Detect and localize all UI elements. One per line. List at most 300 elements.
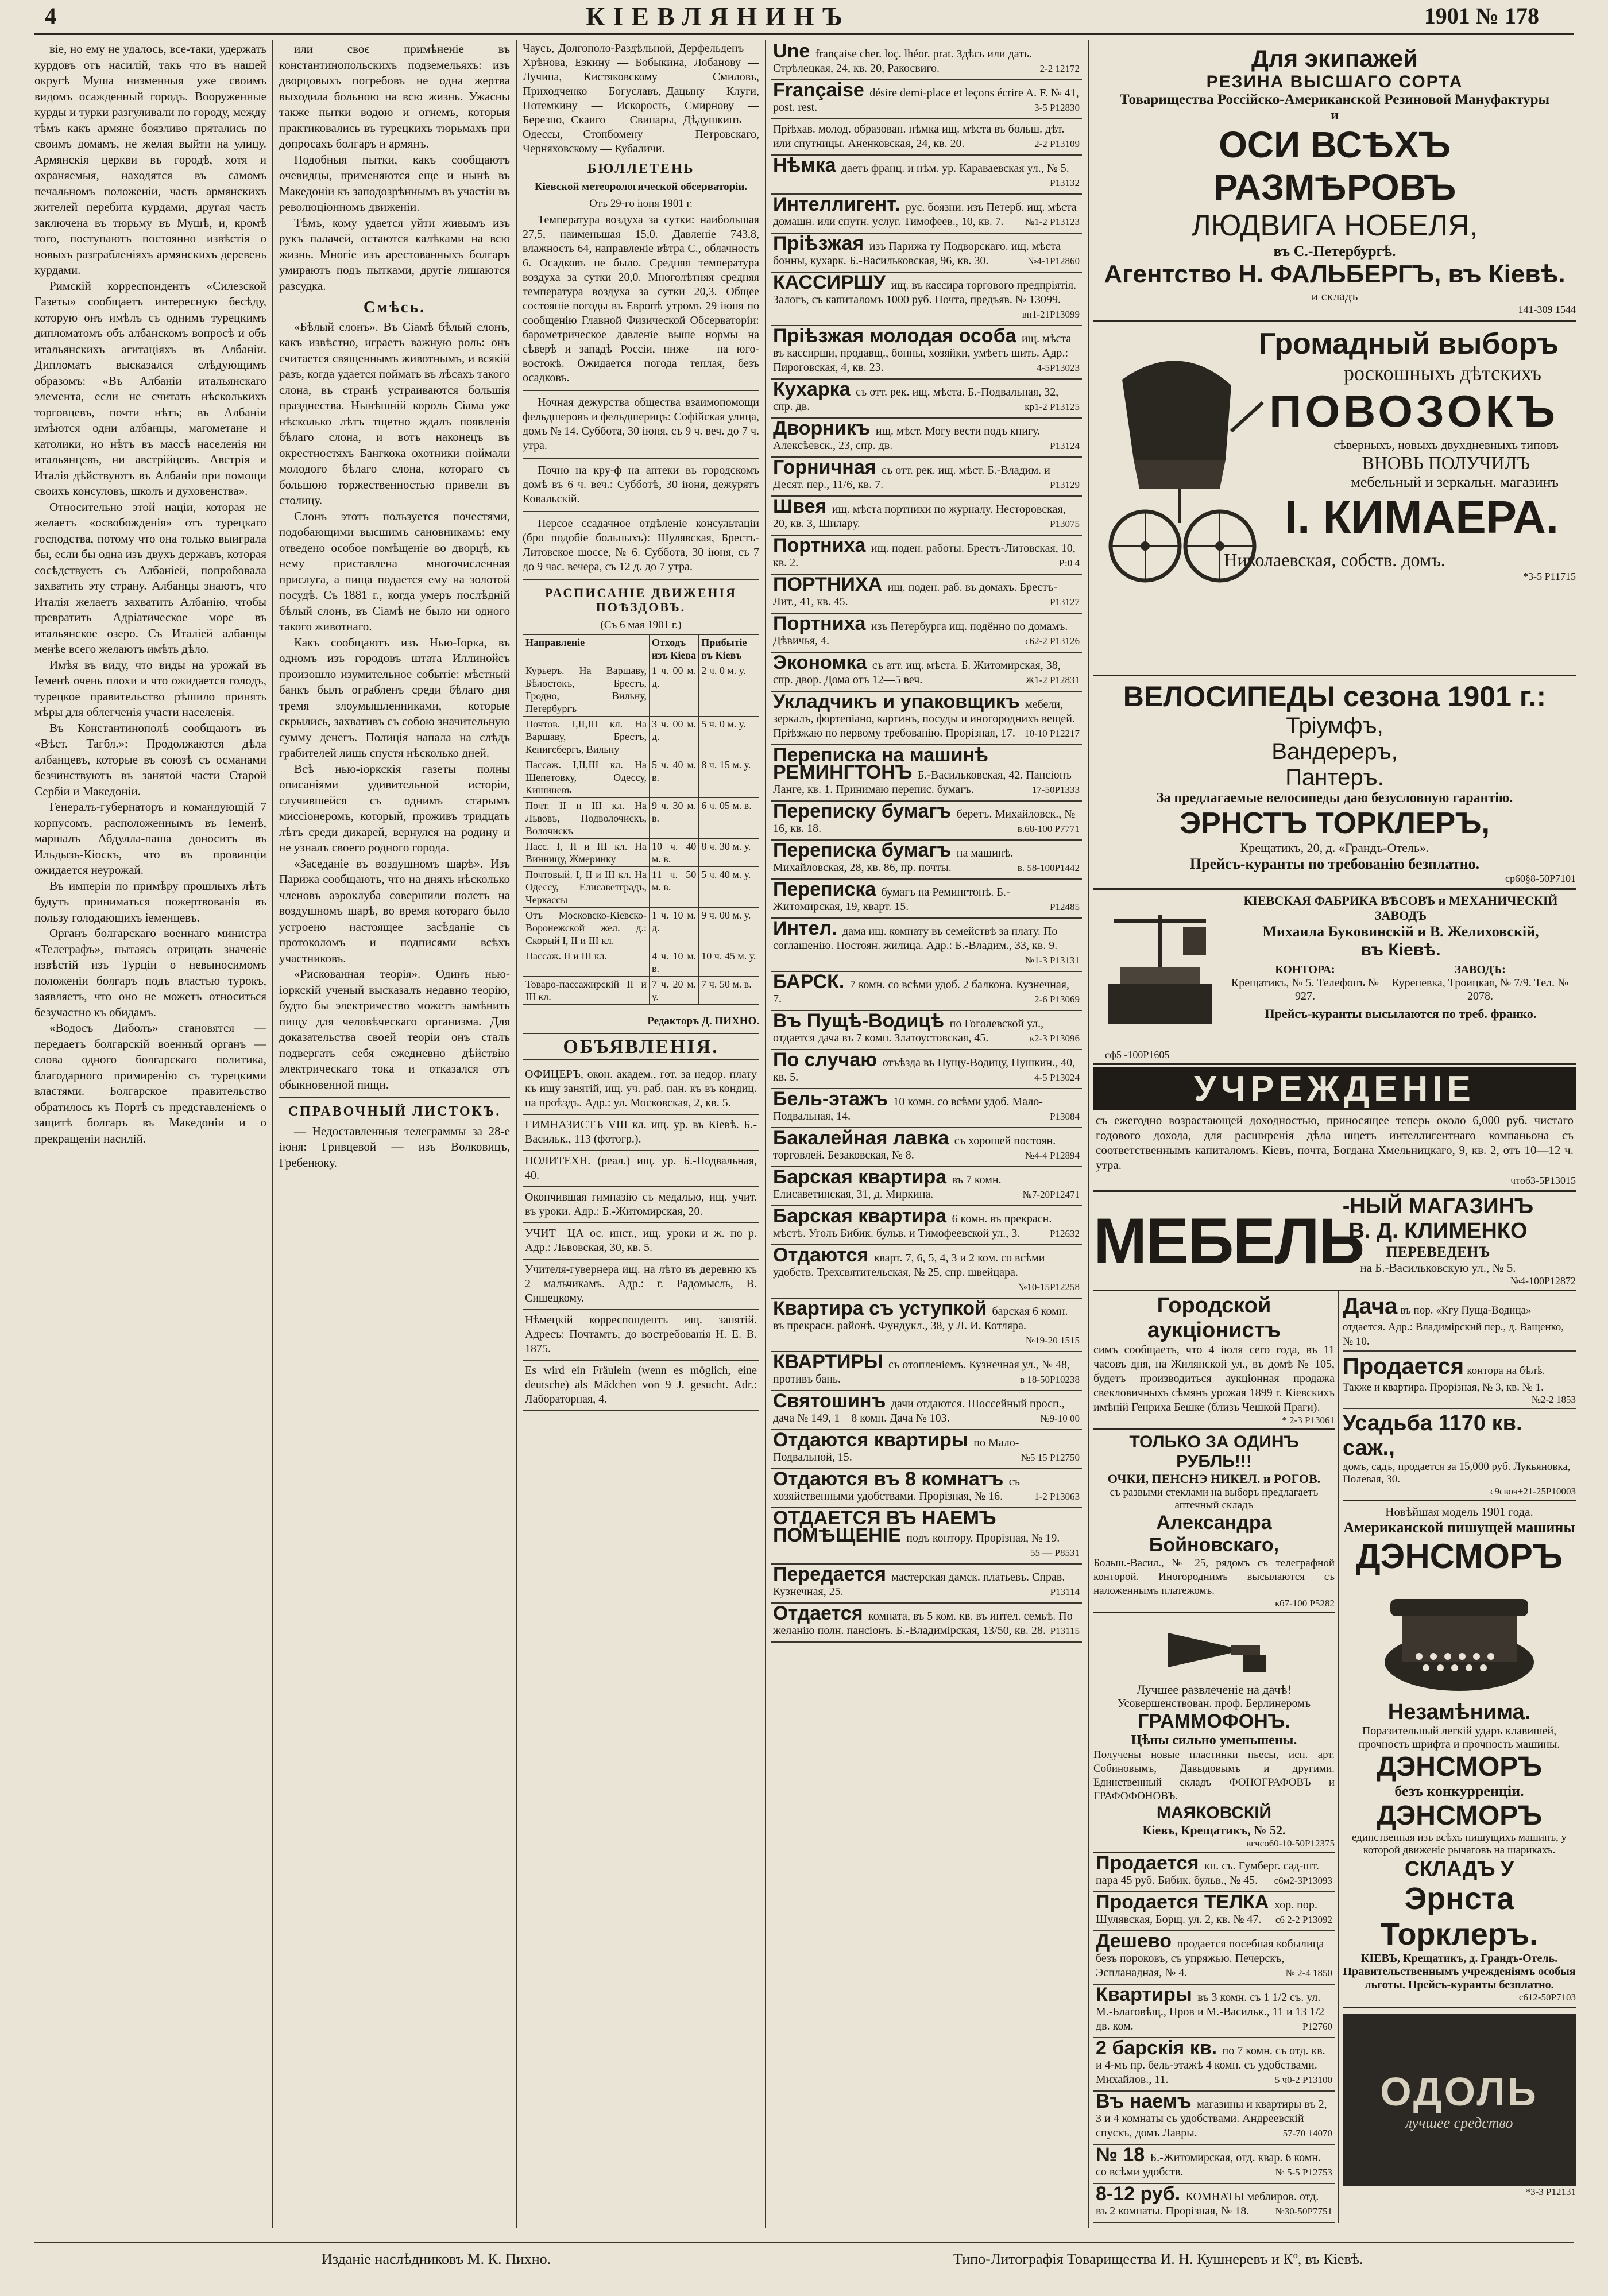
classified-ad	[771, 41, 1082, 80]
divider	[279, 1097, 510, 1098]
schedule-cell: 9 ч. 00 м. у.	[699, 908, 759, 948]
classified-text: рус. боязни. изъ Петерб. ищ. мѣста домашн. или спутн. услуг. Тимофеев., 10, кв. 7.	[773, 201, 1077, 228]
ad-code: 2-2 Р13109	[1034, 138, 1080, 149]
ad-text: ВНОВЬ ПОЛУЧИЛЪ	[1362, 452, 1530, 473]
ad-code: Р13075	[1050, 518, 1080, 529]
ad-text: Кіевъ, Крещатикъ, № 52.	[1142, 1823, 1286, 1837]
page-header	[0, 0, 1608, 34]
miscellany-paragraph: «Заседаніе въ воздушномъ шарѣ». Изъ Парижа сообщаютъ, что на дняхъ нѣсколько членовъ аэроклуба совершили полетъ на воздушномъ шарѣ, во время котораго было устроено настоящее засѣданіе съ протоколомъ и подписями всѣхъ участниковъ.	[279, 856, 510, 965]
classified-headline: Française	[773, 79, 870, 101]
miscellany-paragraph: «Бѣлый слонъ». Въ Сіамѣ бѣлый слонъ, какъ извѣстно, играетъ важную роль: онъ считается священнымъ животнымъ, и всякій разъ, когда удается поймать въ лѣсахъ такого слона, въ странѣ устраиваются большія празднества. Нынѣшній король Сіама уже нѣсколько лѣтъ тщетно ждалъ появленія бѣлаго слона, и вотъ наконецъ въ окрестностяхъ Бангкока охотники поймали молодого бѣлаго слона, котораго съ большою торжественностью привели въ столицу.	[279, 319, 510, 507]
ad-text: ТОЛЬКО ЗА ОДИНЪ РУБЛЬ!!!	[1129, 1432, 1299, 1471]
ad-code: *3-5 Р11715	[1523, 571, 1576, 582]
ad-text: симъ сообщаетъ, что 4 іюля сего года, въ 11 часовъ дня, на Жилянской ул., въ домѣ № 105, будетъ производиться аукціонная продажа свекловичныхъ сѣмянъ урожая 1899 г. Кіевскихъ имѣній Генриха Бешке (близъ Чешкой Праги).	[1093, 1343, 1335, 1414]
classified-text: магазины и квартиры въ 2, 3 и 4 комнаты съ удобствами. Андреевскій спускъ, домъ Лавры.	[1096, 2098, 1327, 2139]
classified-ad	[771, 1206, 1082, 1245]
article-paragraph: Въ Константинополѣ сообщаютъ въ «Вѣст. Тагбл.»: Продолжаются дѣла албанцевъ, которые въ союзѣ съ османами безчинствуютъ въ занятой части Старой Сербіи и Македоніи.	[34, 721, 266, 798]
column-1-news	[34, 41, 266, 2235]
ad-code: с6м2-3Р13093	[1274, 1875, 1332, 1886]
ad-code: кр1-2 Р13125	[1025, 401, 1080, 412]
classified-ad	[771, 80, 1082, 119]
ad-text: на Б.-Васильковскую ул., № 5.	[1360, 1261, 1516, 1275]
classified-ad: Es wird ein Fräulein (wenn es möglich, eine deutsche) als Mädchen von 9 J. gesucht. Adr.: Лабораторная, 4.	[523, 1361, 759, 1411]
ad-code: Р13084	[1050, 1111, 1080, 1122]
ad-code: Р13132	[1050, 177, 1080, 188]
classified-headline: Переписка на машинѣ РЕМИНГТОНЪ	[773, 744, 988, 783]
schedule-cell: Почт. ІІ и ІІІ кл. На Львовъ, Подволочискъ, Волочискъ	[523, 798, 650, 839]
ad-text: безъ конкурренціи.	[1394, 1783, 1524, 1799]
ad-code: с612-50Р7103	[1518, 1992, 1576, 2003]
column-5-display-ads	[1093, 41, 1576, 2235]
classified-text: дачи отдаются. Шоссейный просп., дача № 149, 1—8 комн. Дача № 103.	[773, 1397, 1065, 1424]
ad-text: ЛЮДВИГА НОБЕЛЯ,	[1191, 209, 1478, 242]
article-paragraph: или своє примѣненіе въ константинопольскихъ подземельяхъ: изъ дворцовыхъ погребовъ не одна жертва выходила больною на всю жизнь. Ужасны также пытки водою и огнемъ, которыя практиковались въ турецкихъ тюрьмахъ при допросахъ болгаръ и армянъ.	[279, 42, 510, 150]
ad-text: роскошныхъ дѣтскихъ	[1344, 362, 1541, 385]
classified-headline: Пріѣзжая молодая особа	[773, 325, 1022, 347]
baby-carriage-illustration	[1099, 345, 1266, 592]
classified-text: ищ. мѣста въ кассирши, продавщ., бонны, хозяйки, умѣетъ шить. Адр.: Пироговская, 4, кв. 23.	[773, 332, 1072, 374]
ad-text: Вандереръ,	[1271, 739, 1398, 764]
ad-text: съ развыми стеклами на выборъ предлагаетъ аптечный складъ	[1110, 1486, 1319, 1511]
ad-text: Александра Бойновскаго,	[1149, 1512, 1280, 1556]
classified-text: ищ. мѣст. Могу вести подъ книгу. Алексѣевск., 23, спр. дв.	[773, 425, 1041, 452]
ad-text: Михаила Буковинскій и В. Желиховскій,	[1262, 923, 1539, 940]
ad-text: Получены новые пластинки пьесы, исп. арт. Собиновымъ, Давыдовымъ и другими. Единственный складъ ФОНОГРАФОВЪ и ГРАФОФОНОВЪ.	[1093, 1749, 1335, 1802]
ad-text: Городской аукціонистъ	[1147, 1294, 1281, 1342]
ad-text: Куреневка, Троицкая, № 7/9. Тел. № 2078.	[1391, 977, 1569, 1002]
classified-headline: БАРСК.	[773, 971, 850, 993]
classified-text: комната, въ 5 ком. кв. въ интел. семьѣ. По желанію полн. пансіонъ. Б.-Владимірская, 13/50, кв. 28.	[773, 1610, 1073, 1637]
ad-text: Тріумфъ,	[1286, 713, 1383, 738]
classified-headline: КВАРТИРЫ	[773, 1351, 889, 1373]
ad-code: Р12485	[1050, 901, 1080, 912]
classified-ad	[771, 458, 1082, 497]
classified-ad	[771, 1469, 1082, 1508]
schedule-row	[523, 663, 759, 717]
ad-text: ОДОЛЬ	[1380, 2069, 1539, 2114]
ad-text: Больш.-Васил., № 25, рядомъ съ телеграфной конторой. Иногороднимъ высылаются съ наложеннымъ платежомъ.	[1093, 1557, 1335, 1597]
classified-ad	[771, 919, 1082, 972]
ad-text: В. Д. КЛИМЕНКО	[1348, 1219, 1528, 1243]
classified-text: ищ. мѣста портнихи по журналу. Несторовская, 20, кв. 3, Шилару.	[773, 503, 1066, 530]
classified-ad	[771, 1245, 1082, 1299]
ad-text: единственная изъ всѣхъ пишущихъ машинъ, у которой движеніе рычаговъ на шарикахъ.	[1351, 1832, 1567, 1856]
ad-enterprise	[1093, 1065, 1576, 1192]
spravochny-text: — Недоставленныя телеграммы за 28-е іюня: Гривцевой — изъ Волковицъ, Гребенюку.	[279, 1124, 510, 1170]
classified-headline: Дешево	[1096, 1930, 1177, 1952]
schedule-cell: 8 ч. 30 м. у.	[699, 839, 759, 867]
classified-headline: Швея	[773, 495, 832, 517]
classified-text: продается посебная кобылица безъ пороковъ, съ упряжью. Печерскъ, Эспланадная, № 4.	[1096, 1938, 1324, 1979]
classified-headline: Отдаются въ 8 комнатъ	[773, 1468, 1009, 1490]
schedule-cell: 6 ч. 05 м. в.	[699, 798, 759, 839]
schedule-column-header: Прибытіе въ Кіевъ	[699, 635, 759, 663]
ad-code: №30-50Р7751	[1275, 2206, 1332, 2217]
ad-code: Р12760	[1302, 2021, 1332, 2032]
ad-code: №4-100Р12872	[1510, 1275, 1576, 1287]
schedule-row	[523, 867, 759, 908]
divider	[523, 1059, 759, 1060]
classified-text: КОМНАТЫ меблиров. отд. въ 2 комнаты. Прорізная, № 18.	[1096, 2190, 1319, 2217]
ad-text: ОЧКИ, ПЕНСНЭ НИКЕЛ. и РОГОВ.	[1107, 1472, 1321, 1486]
classified-text: дама ищ. комнату въ семействѣ за плату. По соглашенію. Постоян. жилица. Адр.: Б.-Владим., 33, кв. 9.	[773, 925, 1058, 952]
ad-text: Американской пишущей машины	[1343, 1519, 1575, 1536]
ad-text: СКЛАДЪ У	[1405, 1857, 1514, 1880]
schedule-column-header: Направленіе	[523, 635, 650, 663]
classified-text: даетъ франц. и нѣм. ур. Караваевская ул., № 5.	[841, 162, 1069, 175]
classified-text: съ атт. ищ. мѣста. Б. Житомирская, 38, спр. двор. Дома отъ 12—5 веч.	[773, 659, 1061, 686]
ad-code: чтоб3-5Р13015	[1510, 1175, 1576, 1186]
ad-auctioneer	[1093, 1291, 1335, 1430]
classified-headline: 2 барскія кв.	[1096, 2037, 1223, 2059]
classified-ad	[1093, 2145, 1335, 2184]
classified-headline: № 18	[1096, 2144, 1150, 2166]
classified-headline: Квартиры	[1096, 1984, 1198, 2005]
classified-ad: ГИМНАЗИСТЪ VIII кл. ищ. ур. въ Кіевѣ. Б.-Васильк., 113 (фотогр.).	[523, 1115, 759, 1151]
classified-headline: Бакалейная лавка	[773, 1127, 954, 1149]
ad-text: контора на бѣлѣ. Также и квартира. Прорізная, № 3, кв. № 1.	[1343, 1365, 1545, 1393]
classified-text: française cher. loç. lhéor. prat. Здѣсь или дать. Стрѣлецкая, 24, кв. 20, Ракосвиго.	[773, 48, 1033, 75]
ad-text: ДЭНСМОРЪ	[1376, 1752, 1543, 1782]
ad-code: № 5-5 Р12753	[1275, 2167, 1332, 2178]
spravochny-heading: СПРАВОЧНЫЙ ЛИСТОКЪ.	[288, 1104, 501, 1119]
schedule-cell: 5 ч. 40 м. у.	[699, 867, 759, 908]
ad-text: Прейсъ-куранты высылаются по треб. франко.	[1265, 1006, 1537, 1021]
schedule-cell: Пасс. І, ІІ и ІІІ кл. На Винницу, Жмеринку	[523, 839, 650, 867]
classified-headline: Бель-этажъ	[773, 1088, 894, 1110]
classified-headline: Барская квартира	[773, 1166, 952, 1188]
ad-code: к2-3 Р13096	[1029, 1033, 1080, 1044]
classified-text: съ хорошей постоян. торговлей. Безаковская, № 8.	[773, 1135, 1056, 1161]
notice-text: Ночная дежурства общества взаимопомощи фельдшеровъ и фельдшерицъ: Софійская улица, домъ № 14. Суббота, 30 іюня, съ 9 ч. веч. до 7 ч. утра.	[523, 396, 759, 452]
ad-text: ПЕРЕВЕДЕНЪ	[1386, 1244, 1490, 1260]
classified-ad	[771, 1089, 1082, 1128]
column-rule	[516, 40, 517, 2228]
bulletin-text: Температура воздуха за сутки: наибольшая 27,5, наименьшая 15,0. Давленіе 743,8, влажность 64, направленіе вѣтра С., облачность 6. Осадковъ не было. Средняя температура воздуха за сутки 20,0. Многолѣтняя средняя температура воздуха за сутки 20,3. Общее состояніе погоды въ Европѣ утромъ 29 іюня по сообщенію Главной Физической Обсерваторіи: барометрическое давленіе выше нормы на сѣверѣ и западѣ Россіи, ниже — на юго-востокѣ. Ожидается погода теплая, безъ осадковъ.	[523, 214, 759, 384]
classified-ad	[771, 326, 1082, 380]
classified-text: Б.-Васильковская, 42. Пансіонъ Ланге, кв. 1. Принимаю перепис. бумагъ.	[773, 769, 1072, 796]
notice-text: Почно на кру-ф на аптеки въ городскомъ домѣ въ 6 ч. веч.: Субботѣ, 30 іюня, дежурятъ Ковальскій.	[523, 464, 759, 505]
classified-ad	[771, 419, 1082, 458]
editor-signature: Редакторъ Д. ПИХНО.	[647, 1015, 759, 1027]
classified-text: кн. съ. Гумберг. сад-шт. пара 45 руб. Бибик. бульв., № 45.	[1096, 1860, 1319, 1887]
ad-text: МАЯКОВСКІЙ	[1156, 1803, 1272, 1822]
schedule-row	[523, 839, 759, 867]
classified-ad	[771, 1050, 1082, 1089]
ad-text: Громадный выборъ	[1258, 327, 1559, 361]
smes-heading: Смѣсь.	[363, 299, 426, 316]
classified-headline: Въ Пущѣ-Водицѣ	[773, 1010, 950, 1032]
article-paragraph: «Водосъ Диболъ» становятся — передаетъ болгарскій военный органъ — слова одного болгарскаго политика, благодарного примиренію съ турецкими властями. Болгарское правительство обратилось къ Портѣ съ представленіемъ о защитѣ болгаръ въ Македоніи и о прекращеніи насилій.	[34, 1021, 266, 1145]
classified-ad	[771, 653, 1082, 692]
classified-text: бумагъ на Ремингтонѣ. Б.-Житомирская, 19, кварт. 15.	[773, 886, 1010, 913]
classified-headline: Переписка	[773, 878, 882, 900]
classified-ad	[771, 575, 1082, 614]
ad-gramophone	[1093, 1613, 1335, 1853]
issue-number: 1901 № 178	[1424, 3, 1539, 29]
schedule-cell: 10 ч. 40 м. в.	[650, 839, 699, 867]
header-rule	[34, 33, 1574, 35]
classified-ad	[771, 195, 1082, 234]
ad-code: 55 — Р8531	[1030, 1547, 1080, 1558]
classified-text: 10 комн. со всѣми удоб. Мало-Подвальная, 14.	[773, 1095, 1043, 1122]
classified-headline: Квартира съ уступкой	[773, 1298, 992, 1319]
ad-code: с62-2 Р13126	[1025, 636, 1080, 646]
ad-eyeglasses	[1093, 1430, 1335, 1613]
ad-code: * 2-3 Р13061	[1282, 1415, 1335, 1426]
divider	[523, 579, 759, 580]
classified-ad	[771, 1299, 1082, 1352]
ad-code: 57-70 14070	[1282, 2128, 1332, 2139]
column-2-news	[279, 41, 510, 2235]
classified-ad	[1093, 1985, 1335, 2038]
schedule-cell: 11 ч. 50 м. в.	[650, 867, 699, 908]
ad-text: Дача	[1343, 1294, 1398, 1319]
classified-text: 6 комн. въ прекрасн. мѣстѣ. Уголъ Бибик. бульв. и Тимофеевской ул., 3.	[773, 1213, 1052, 1240]
ad-code: в 18-50Р10238	[1020, 1374, 1080, 1385]
schedule-cell: 8 ч. 15 м. у.	[699, 757, 759, 798]
ad-code: 4-5 Р13024	[1034, 1072, 1080, 1083]
ad-code: №4-1Р12860	[1027, 255, 1080, 266]
article-paragraph: Подобныя пытки, какъ сообщаютъ очевидцы, применяются еще и нынѣ въ Македоніи къ заподозрѣннымъ въ участіи въ революціонномъ движеніи.	[279, 152, 510, 214]
classified-ad	[1093, 2184, 1335, 2223]
column-rule	[765, 40, 766, 2228]
notice-text: Персое ссадачное отдѣленіе консультаціи (бро подобіе больныхъ): Шулявская, Брестъ-Литовское шоссе, № 6. Суббота, 30 іюня, съ 7 до 9 час. вечера, съ 12 д. до 7 утра.	[523, 517, 759, 573]
classified-ad	[771, 1167, 1082, 1206]
ad-code: 2-6 Р13069	[1034, 994, 1080, 1005]
classified-ad	[771, 234, 1082, 273]
announcements-heading: ОБЪЯВЛЕНІЯ.	[563, 1036, 719, 1058]
ad-text: Агентство Н. ФАЛЬБЕРГЪ, въ Кіевѣ.	[1104, 260, 1566, 288]
schedule-row	[523, 757, 759, 798]
ad-text: ДЭНСМОРЪ	[1355, 1537, 1563, 1575]
ad-code: Р12632	[1050, 1228, 1080, 1239]
classified-headline: Отдаются квартиры	[773, 1429, 974, 1451]
classified-text: беретъ. Михайловск., № 16, кв. 18.	[773, 808, 1076, 835]
classified-headline: Переписку бумагъ	[773, 800, 957, 822]
classified-headline: Горничная	[773, 456, 882, 478]
ad-estate	[1343, 1409, 1576, 1501]
classified-text: кварт. 7, 6, 5, 4, 3 и 2 ком. со всѣми удобств. Трехсвятительская, № 25, спр. швейцара.	[773, 1252, 1045, 1279]
ad-text: Крещатикъ, № 5. Телефонъ № 927.	[1231, 977, 1379, 1002]
classified-headline: Переписка бумагъ	[773, 839, 957, 861]
classified-ad	[771, 1391, 1082, 1430]
schedule-cell: Пассаж. І,ІІ,ІІІ кл. На Шепетовку, Одессу, Кишиневъ	[523, 757, 650, 798]
page-number: 4	[45, 3, 56, 29]
ad-baby-carriages	[1093, 322, 1576, 676]
ad-typewriter	[1343, 1501, 1576, 2008]
ad-text: домъ, садъ, продается за 15,000 руб. Лукьяновка, Полевая, 30.	[1343, 1461, 1571, 1485]
schedule-row	[523, 908, 759, 948]
classified-ad	[771, 745, 1082, 802]
ad-code: 4-5Р13023	[1037, 362, 1080, 373]
publisher-imprint: Изданіе наслѣдниковъ М. К. Пихно.	[322, 2251, 551, 2267]
ad-text: Цѣны сильно уменьшены.	[1131, 1733, 1297, 1748]
ad-text: ГРАММОФОНЪ.	[1138, 1710, 1290, 1732]
ad-text: и складъ	[1311, 289, 1358, 303]
ad-text: лучшее средство	[1405, 2115, 1513, 2131]
classified-ad	[771, 156, 1082, 195]
ad-text: мебельный и зеркальн. магазинъ	[1351, 474, 1559, 490]
ad-text: КОНТОРА:	[1275, 963, 1335, 976]
ad-for-sale	[1343, 1352, 1576, 1409]
ad-tires-axles	[1093, 41, 1576, 322]
schedule-cell: 4 ч. 10 м. в.	[650, 948, 699, 977]
ad-scales-factory	[1093, 890, 1576, 1065]
classified-ad	[771, 1565, 1082, 1604]
ad-text: съ ежегодно возрастающей доходностью, приносящее теперь около 6,000 руб. чистаго годового дохода, для расширенія дѣла ищетъ интеллигентнаго компаньона съ соответственнымъ капиталомъ. Кіевъ, почта, Богдана Хмельницкаго, 9, кв. 2, отъ 10—12 ч. утра.	[1096, 1113, 1574, 1172]
ad-code: ср60§8-50Р7101	[1505, 873, 1576, 884]
ad-text: КІЕВСКАЯ ФАБРИКА ВѢСОВЪ и МЕХАНИЧЕСКІЙ ЗАВОДЪ	[1243, 893, 1558, 923]
classified-text: мастерская дамск. платьевъ. Справ. Кузнечная, 25.	[773, 1571, 1065, 1598]
printer-imprint: Типо-Литографія Товарищества И. Н. Кушнеревъ и Кº, въ Кіевѣ.	[953, 2251, 1363, 2267]
classified-ad	[771, 972, 1082, 1011]
gramophone-illustration	[1157, 1616, 1271, 1679]
divider	[523, 390, 759, 391]
classified-text: мебели, зеркалъ, фортепіано, картинъ, посуды и иногороднихъ вещей. Пріѣзжаю по первому требованію. Прорізная, 17.	[773, 698, 1075, 739]
ad-text: Усадьба 1170 кв. саж.,	[1343, 1411, 1522, 1460]
column-rule	[272, 40, 273, 2228]
bulletin-date: Отъ 29-го іюня 1901 г.	[589, 198, 693, 210]
article-paragraph: Въ имперіи по примѣру прошлыхъ лѣтъ будутъ приниматься пожертвованія въ пользу голодающихъ іеменцевъ.	[34, 878, 266, 924]
classified-ad	[771, 1128, 1082, 1167]
classified-ad	[771, 1604, 1082, 1643]
schedule-cell: 5 ч. 40 м. в.	[650, 757, 699, 798]
classified-text: съ отт. рек. ищ. мѣста. Б.-Подвальная, 32, спр. дв.	[773, 386, 1059, 413]
classified-ad: Окончившая гимназію съ медалью, ищ. учит. въ уроки. Адр.: Б.-Житомирская, 20.	[523, 1187, 759, 1223]
classified-ad	[1093, 1931, 1335, 1985]
classified-headline: Въ наемъ	[1096, 2090, 1197, 2112]
classified-ad	[771, 1508, 1082, 1565]
classified-ad: ОФИЦЕРЪ, окон. академ., гот. за недор. плату къ ищу занятій, ищ. уч. раб. пан. къ въ кондиц. на проѣздъ. Адр.: ул. Московская, 2, кв. 5.	[523, 1064, 759, 1115]
ad-text: ЭРНСТЪ ТОРКЛЕРЪ,	[1180, 807, 1490, 840]
classified-text: по 7 комн. съ отд. кв. и 4-мъ пр. бель-этажѣ 4 комн. съ удобствами. Михайлов., 11.	[1096, 2045, 1325, 2086]
column-rule	[1088, 40, 1089, 2228]
bulletin-subheading: Кіевской метеорологической обсерваторіи.	[534, 181, 748, 193]
schedule-cell: Курьеръ. На Варшаву, Бѣлостокъ, Брестъ, Гродно, Вильну, Петербургъ	[523, 663, 650, 717]
classified-ad	[771, 119, 1082, 156]
schedule-subheading: (Съ 6 мая 1901 г.)	[600, 619, 682, 631]
classified-text: барская 6 комн. въ прекрасн. районѣ. Фундукл., 38, у Л. И. Котляра.	[773, 1305, 1068, 1332]
ad-code: Р:0 4	[1058, 557, 1080, 568]
classified-ad	[771, 1430, 1082, 1469]
ad-code: вп1-21Р13099	[1022, 309, 1080, 320]
classified-headline: 8-12 руб.	[1096, 2183, 1186, 2205]
ad-code: сф5 -100Р1605	[1105, 1049, 1170, 1060]
ad-code: в. 58-100Р1442	[1017, 862, 1080, 873]
classified-ad	[771, 802, 1082, 841]
article-paragraph: Органъ болгарскаго военнаго министра «Телеграфъ», пытаясь отрицать значеніе извѣстій изъ Турціи о невыносимомъ положеніи болгаръ подъ властью турокъ, заявляетъ, что оно не можетъ относиться безучастно къ обидамъ.	[34, 926, 266, 1019]
classified-text: хор. пор. Шулявская, Борщ. ул. 2, кв. № 47.	[1096, 1899, 1317, 1926]
article-paragraph: віе, но ему не удалось, все-таки, удержать курдовъ отъ насилій, такъ что въ нашей округѣ Муша низменныя уже своимъ видомъ осажденный городъ. Вооруженные курды и турки разгуливали по городу, между тѣмъ какъ армяне боязливо прятались по своимъ домамъ, не желая выйти на улицу. Армянскія церкви въ городѣ, хотя и охраняемыя, находятся въ самомъ печальномъ положеніи, часть армянскихъ жителей перебита курдами, другая часть заключена въ тюрьму въ Мушѣ, и, кромѣ того, поступаютъ постоянно извѣстія о новыхъ разграбленіяхъ армянскихъ деревень курдами.	[34, 42, 266, 277]
miscellany-paragraph: Слонъ этотъ пользуется почестями, подобающими высшимъ сановникамъ: ему отведено особое помѣщеніе во дворцѣ, къ нему приставлена многочисленная прислуга, а пища подается ему на золотой посудѣ. Съ 1881 г., когда умеръ послѣдній бѣлый слонъ, въ Сіамѣ не было ни одного такого животнаго.	[279, 509, 510, 633]
ad-code: с9своч±21-25Р10003	[1490, 1486, 1576, 1497]
train-schedule-table	[523, 634, 759, 1005]
article-paragraph: Тѣмъ, кому удается уйти живымъ изъ рукъ палачей, остаются калѣками на всю жизнь. Многіе изъ арестованныхъ болгаръ умираютъ подъ пытками, другіе лишаются разсудка.	[279, 215, 510, 293]
ad-text: Пантеръ.	[1285, 765, 1384, 790]
schedule-row	[523, 798, 759, 839]
schedule-cell: 2 ч. 0 м. у.	[699, 663, 759, 717]
classified-headline: Дворникъ	[773, 417, 876, 439]
typewriter-illustration	[1373, 1576, 1545, 1697]
classified-headline: КАССИРШУ	[773, 272, 891, 293]
classified-text: съ отопленіемъ. Кузнечная ул., № 48, противъ бань.	[773, 1358, 1070, 1385]
ad-furniture-store	[1093, 1192, 1576, 1291]
classified-text: ищ. поден. работы. Брестъ-Литовская, 10, кв. 2.	[773, 542, 1076, 569]
schedule-cell: Отъ Московско-Кіевско-Воронежской жел. д.: Скорый І, ІІ и ІІІ кл.	[523, 908, 650, 948]
ad-text: МЕБЕЛЬ	[1093, 1205, 1364, 1277]
ad-text: Поразительный легкій ударъ клавишей, прочность шрифта и прочность машины.	[1358, 1725, 1560, 1751]
ad-code: №19-20 1515	[1025, 1335, 1080, 1346]
ad-text: За предлагаемые велосипеды даю безусловную гарантію.	[1156, 791, 1513, 806]
classified-text: изъ Петербурга ищ. подённо по домамъ. Дѣвичья, 4.	[773, 620, 1068, 647]
classified-headline: Продается ТЕЛКА	[1096, 1891, 1274, 1913]
ad-odol	[1343, 2014, 1576, 2186]
classified-ad	[771, 536, 1082, 575]
classified-text: отъѣзда въ Пущу-Водицу, Пушкин., 40, кв. 5.	[773, 1056, 1076, 1083]
divider	[523, 1033, 759, 1034]
schedule-row	[523, 948, 759, 977]
classified-ad: Нѣмецкій корреспондентъ ищ. занятій. Адресъ: Почтамтъ, до востребованія Н. Е. В. 1875.	[523, 1310, 759, 1361]
ad-code: Р13127	[1050, 597, 1080, 607]
schedule-cell: 5 ч. 0 м. у.	[699, 717, 759, 757]
classified-headline: Une	[773, 41, 815, 62]
schedule-cell: 7 ч. 20 м. у.	[650, 977, 699, 1005]
ad-text: ВЕЛОСИПЕДЫ сезона 1901 г.:	[1123, 680, 1547, 713]
miscellany-paragraph: Какъ сообщаютъ изъ Нью-Іорка, въ одномъ изъ городовъ штата Иллинойсъ произошло изумительное событіе: мѣстный банкъ былъ ограбленъ среди бѣлаго дня тремя злоумышленниками, которые скрылись, захвативъ съ собою значительную сумму денегъ. Полиція напала на слѣдъ грабителей лишь спустя нѣсколько дней.	[279, 635, 510, 760]
classified-ad	[1093, 1853, 1335, 1892]
ad-text: Продается	[1343, 1354, 1464, 1379]
classified-text: подъ контору. Прорізная, № 19.	[906, 1532, 1060, 1544]
schedule-cell: 3 ч. 00 м. д.	[650, 717, 699, 757]
classified-headline: Кухарка	[773, 378, 856, 400]
classified-headline: Нѣмка	[773, 154, 841, 176]
classified-headline: ОТДАЕТСЯ ВЪ НАЕМЪ ПОМѢЩЕНІЕ	[773, 1507, 996, 1546]
schedule-cell: 10 ч. 45 м. у.	[699, 948, 759, 977]
classified-ad	[1093, 1892, 1335, 1931]
ad-code: №10-15Р12258	[1018, 1281, 1080, 1292]
classified-text: Пріѣхав. молод. образован. нѣмка ищ. мѣста въ больш. дѣт. или спутницы. Аненковская, 24, кв. 20.	[773, 123, 1065, 150]
ad-text: Крещатикъ, 20, д. «Грандъ-Отель».	[1240, 841, 1429, 855]
ad-text: Лучшее развлеченіе на дачѣ!	[1137, 1682, 1292, 1697]
ad-text: ПОВОЗОКЪ	[1269, 386, 1559, 436]
ad-code: №5 15 Р12750	[1021, 1452, 1080, 1463]
divider	[523, 511, 759, 512]
ad-text: ДЭНСМОРЪ	[1376, 1801, 1543, 1831]
ad-text: Николаевская, собств. домъ.	[1224, 549, 1445, 570]
schedule-cell: 1 ч. 00 м. д.	[650, 663, 699, 717]
classified-text: по Гоголевской ул., отдается дача въ 7 комн. Златоустовская, 45.	[773, 1017, 1044, 1044]
ad-text: Товарищества Россійско-Американской Резиновой Мануфактуры	[1119, 92, 1549, 107]
ad-code: №2-2 1853	[1531, 1394, 1576, 1405]
classified-text: съ отт. рек. ищ. мѣст. Б.-Владим. и Десят. пер., 11/6, кв. 7.	[773, 464, 1050, 491]
classified-text: ищ. въ кассира торгового предпріятія. Залогъ, съ капиталомъ 1000 руб. Почта, предъяв. № 13099.	[773, 279, 1077, 306]
miscellany-paragraph: «Рискованная теорія». Одинъ нью-іоркскій ученый высказалъ недавно теорію, будто бы электричество можетъ замѣнить пищу для человѣческаго организма. Для доказательства своей теоріи онъ сталъ подвергать себя ежедневно дѣйствію электрическаго тока и отказался отъ обыкновенной пищи.	[279, 967, 510, 1091]
schedule-cell: Почтов. І,ІІ,ІІІ кл. На Варшаву, Брестъ, Кенигсбергъ, Вильну	[523, 717, 650, 757]
schedule-cell: 9 ч. 30 м. в.	[650, 798, 699, 839]
ad-code: 10-10 Р12217	[1025, 728, 1080, 739]
classified-ad	[771, 614, 1082, 653]
classified-headline: Святошинъ	[773, 1390, 891, 1412]
schedule-row	[523, 977, 759, 1005]
schedule-cell: 1 ч. 10 м. д.	[650, 908, 699, 948]
article-paragraph: Римскій корреспондентъ «Силезской Газеты» сообщаетъ интересную бесѣду, которую онъ имѣлъ съ однимъ турецкимъ дипломатомъ объ албанскомъ вопросѣ и объ итальянскихъ агитаціяхъ въ Албаніи. Дипломатъ высказался слѣдующимъ образомъ: «Въ Албаніи итальянскаго элемента, если не считать нѣсколькихъ торговцевъ, почти нѣтъ; въ Албаніи имѣются одни албанцы, магометане и католики, но нѣтъ въ массѣ населенія ни итальянцевъ, ни австрійцевъ. Австрія и Италія дѣйствуютъ въ Албаніи при помощи своихъ консуловъ, школъ и духовенства».	[34, 278, 266, 498]
classified-ad	[1093, 2092, 1335, 2145]
classified-ad: Учителя-гувернера ищ. на лѣто въ деревню къ 2 мальчикамъ. Адр.: г. Радомысль, В. Сишецкому.	[523, 1260, 759, 1310]
ad-code: с6 2-2 Р13092	[1275, 1914, 1332, 1925]
classified-ad	[771, 841, 1082, 880]
ad-code: вгчсо60-10-50Р12375	[1246, 1838, 1335, 1849]
